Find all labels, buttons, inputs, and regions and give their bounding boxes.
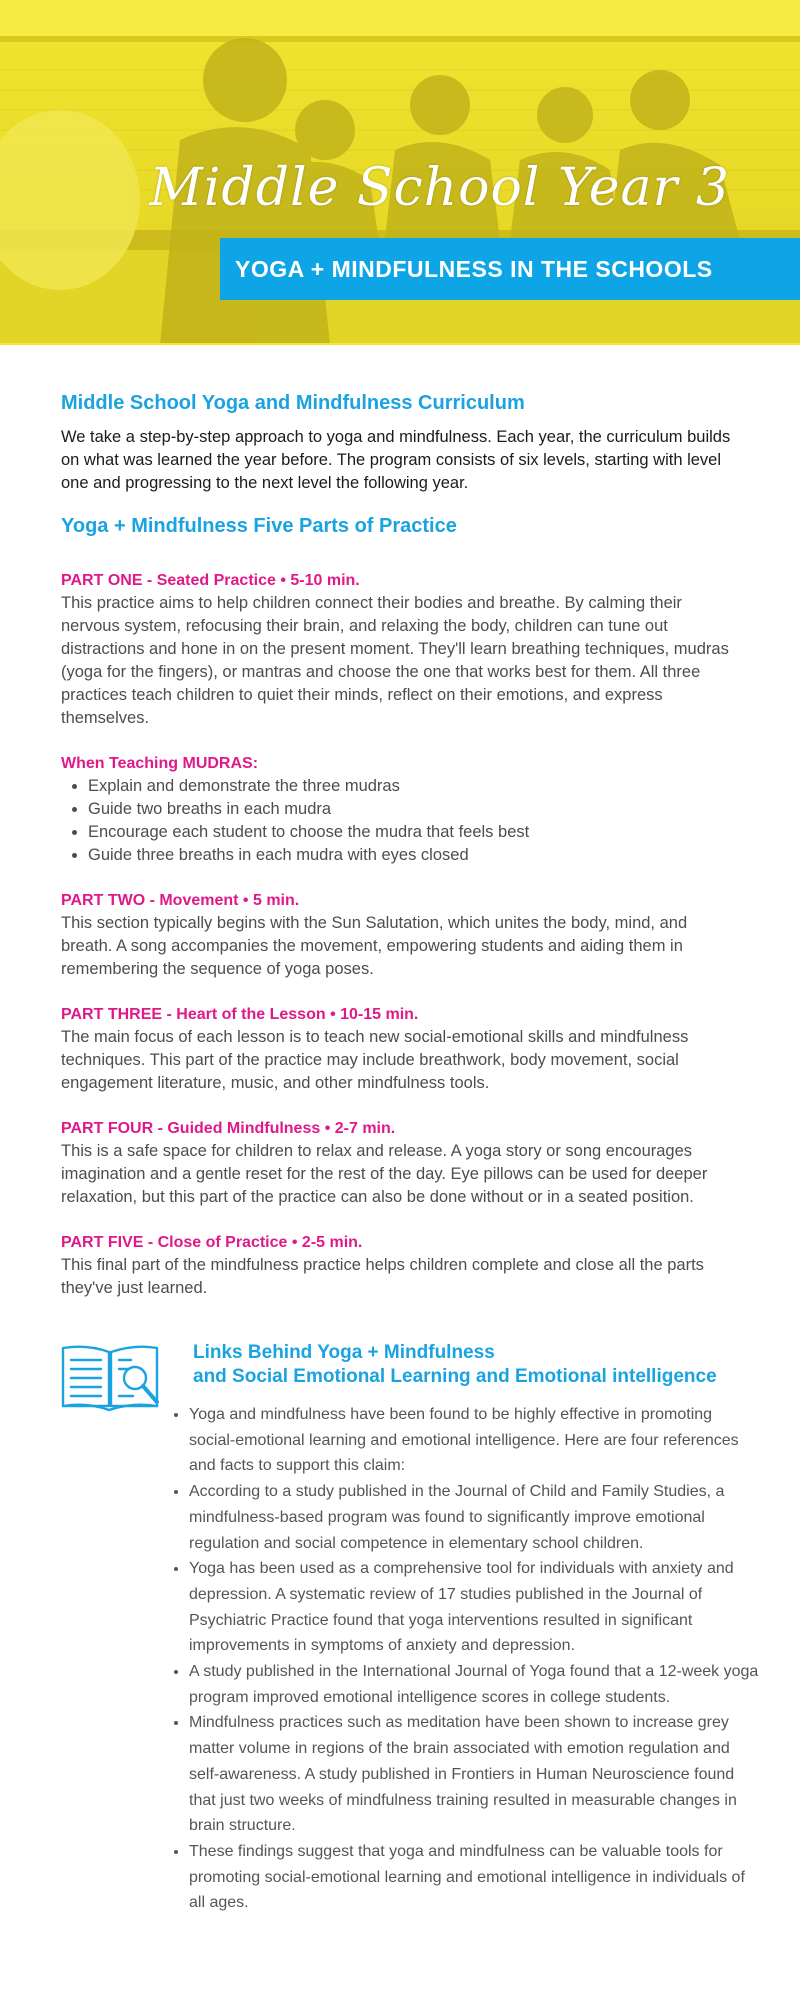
part-five-title: PART FIVE - Close of Practice • 2-5 min. xyxy=(61,1234,363,1251)
part-four-title: PART FOUR - Guided Mindfulness • 2-7 min. xyxy=(61,1120,396,1137)
banner-title: YOGA + MINDFULNESS IN THE SCHOOLS xyxy=(235,255,713,282)
part-one-title: PART ONE - Seated Practice • 5-10 min. xyxy=(61,572,360,589)
links-heading-line2: and Social Emotional Learning and Emotional intelligence xyxy=(193,1366,717,1387)
part-one-body: This practice aims to help children connect their bodies and breathe. By calming their nervous system, refocusing their brain, and relaxing the body, children can tune out distractions and hone in on the present moment. They'll learn breathing techniques, mudras (yoga for the fingers), or mantras and choose the one that works best for them. All three practices teach children to quiet their minds, reflect on their emotions, and express themselves. xyxy=(61,594,729,727)
list-item: • According to a study published in the Journal of Child and Family Studies, a mindfulness-based program was found to significantly improve emotional regulation and social competence in elementary school children. xyxy=(189,1479,759,1556)
part-three-title: PART THREE - Heart of the Lesson • 10-15 min. xyxy=(61,1006,419,1023)
main-content xyxy=(61,390,741,1300)
curriculum-heading: Middle School Yoga and Mindfulness Curriculum xyxy=(61,392,525,414)
hero-divider xyxy=(0,343,800,345)
list-item: • These findings suggest that yoga and mindfulness can be valuable tools for promoting social-emotional learning and emotional intelligence in individuals of all ages. xyxy=(189,1839,759,1916)
mudras-title: When Teaching MUDRAS: xyxy=(61,755,259,772)
list-item: • Guide two breaths in each mudra xyxy=(88,798,741,821)
hero-banner xyxy=(0,0,800,345)
title-banner xyxy=(220,238,800,300)
part-five-section xyxy=(61,1232,741,1300)
references-list xyxy=(170,1402,759,1916)
part-two-body: This section typically begins with the Sun Salutation, which unites the body, mind, and breath. A song accompanies the movement, empowering students and aiding them in remembering the sequence of yoga poses. xyxy=(61,914,688,978)
part-two-title: PART TWO - Movement • 5 min. xyxy=(61,892,300,909)
mudras-list xyxy=(61,775,741,867)
links-heading-line1: Links Behind Yoga + Mindfulness xyxy=(193,1342,495,1363)
part-four-body: This is a safe space for children to relax and release. A yoga story or song encourages imagination and a gentle reset for the rest of the day. Eye pillows can be used for deeper relaxation, but this part of the practice can also be done without or in a seated position. xyxy=(61,1142,708,1206)
script-title: Middle School Year 3 xyxy=(149,158,730,218)
list-item: • Encourage each student to choose the mudra that feels best xyxy=(88,821,741,844)
curriculum-intro: We take a step-by-step approach to yoga and mindfulness. Each year, the curriculum builds on what was learned the year before. The program consists of six levels, starting with level one and progressing to the next level the following year. xyxy=(61,428,731,492)
part-three-body: The main focus of each lesson is to teach new social-emotional skills and mindfulness techniques. This part of the practice may include breathwork, body movement, social engagement literature, music, and other mindfulness tools. xyxy=(61,1028,689,1092)
list-item: • Yoga has been used as a comprehensive tool for individuals with anxiety and depression. A systematic review of 17 studies published in the Journal of Psychiatric Practice found that yoga interventions resulted in significant improvements in symptoms of anxiety and depression. xyxy=(189,1556,759,1659)
part-three-section xyxy=(61,1004,741,1095)
list-item: • A study published in the International Journal of Yoga found that a 12-week yoga program improved emotional intelligence scores in college students. xyxy=(189,1659,759,1710)
list-item: • Yoga and mindfulness have been found to be highly effective in promoting social-emotional learning and emotional intelligence. Here are four references and facts to support this claim: xyxy=(189,1402,759,1479)
part-four-section xyxy=(61,1118,741,1209)
list-item: • Guide three breaths in each mudra with eyes closed xyxy=(88,844,741,867)
open-book-magnifier-icon xyxy=(61,1342,163,1414)
mudras-section xyxy=(61,753,741,867)
practice-heading: Yoga + Mindfulness Five Parts of Practice xyxy=(61,515,457,537)
links-heading xyxy=(193,1341,753,1389)
list-item: • Mindfulness practices such as meditation have been shown to increase grey matter volume in regions of the brain associated with emotion regulation and self-awareness. A study published in Frontiers in Human Neuroscience found that just two weeks of mindfulness training resulted in measurable changes in brain structure. xyxy=(189,1710,759,1839)
part-five-body: This final part of the mindfulness practice helps children complete and close all the parts they've just learned. xyxy=(61,1256,704,1297)
part-two-section xyxy=(61,890,741,981)
list-item: • Explain and demonstrate the three mudras xyxy=(88,775,741,798)
part-one-section xyxy=(61,570,741,730)
